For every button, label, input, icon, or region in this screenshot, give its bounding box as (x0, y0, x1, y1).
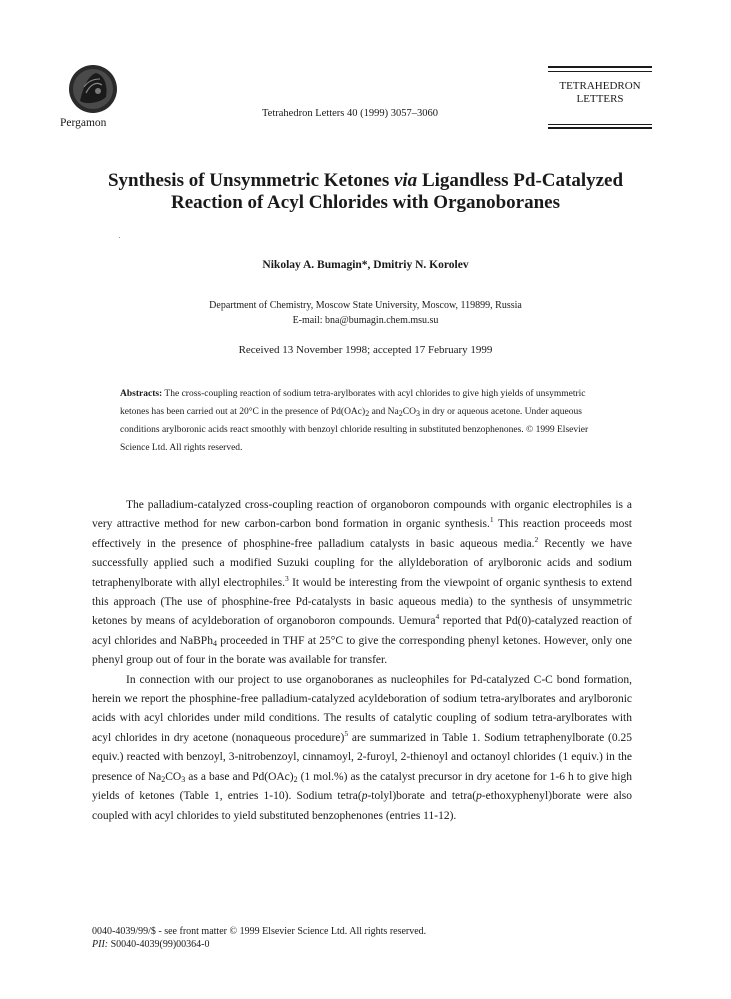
text: (1 mol.%) as the catalyst precursor in dry acetone for 1-6 h to give high yields of ketones (Table 1, entries 1-10). Sodium tetra( (92, 770, 632, 803)
masthead-line2: LETTERS (576, 93, 624, 105)
abstract (120, 385, 612, 457)
text: are summarized in Table 1. Sodium tetraphenylborate (0.25 equiv.) reacted with benzoyl, 3-nitrobenzoyl, cinnamoyl, 2-furoyl, 2-thienoyl and octanoyl chlorides (1 equiv.) in the presence of Na (92, 731, 632, 783)
abstract-label: Abstracts: (120, 389, 163, 399)
title-via: via (393, 170, 418, 191)
pii-value: S0040-4039(99)00364-0 (108, 938, 210, 950)
masthead-rule-bottom-thin (548, 124, 652, 125)
text: This reaction proceeds most effectively in the presence of phosphine-free palladium catalysts in basic aqueous media. (92, 518, 632, 550)
italic-text: p (476, 790, 482, 803)
text: -ethoxyphenyl)borate were also coupled with acyl chlorides to yield substituted benzophenones (entries 11-12). (92, 790, 632, 822)
publisher-logo (66, 63, 120, 115)
text: as a base and Pd(OAc) (185, 770, 294, 783)
subscript: 4 (212, 638, 217, 648)
copyright-line: 0040-4039/99/$ - see front matter © 1999 Elsevier Science Ltd. All rights reserved. (92, 926, 427, 937)
body-text (92, 496, 632, 826)
subscript: 3 (181, 774, 186, 784)
subscript: 2 (365, 409, 370, 418)
masthead-rule-top-thin (548, 71, 652, 72)
journal-reference: Tetrahedron Letters 40 (1999) 3057–3060 (262, 108, 438, 119)
affiliation: Department of Chemistry, Moscow State University, Moscow, 119899, Russia (209, 300, 522, 311)
email: E-mail: bna@bumagin.chem.msu.su (292, 315, 439, 326)
title-text: Synthesis of Unsymmetric Ketones (107, 170, 394, 191)
paragraph-1 (92, 496, 632, 671)
publisher-name: Pergamon (60, 117, 107, 129)
text: proceeded in THF at 25°C to give the corresponding phenyl ketones. However, only one phenyl group out of four in the borate was available for transfer. (92, 634, 632, 667)
masthead-line1: TETRAHEDRON (559, 80, 641, 92)
italic-text: p (361, 790, 368, 803)
abstract-text: CO (402, 407, 416, 417)
pii-label: PII: (92, 938, 109, 950)
text: It would be interesting from the viewpoint of organic synthesis to extend this approach (The use of phosphine-free Pd-catalysts in basic aqueous media) to the synthesis of unsymmetric ketones by means of acyldeboration of organoboron compounds. Uemura (92, 576, 632, 628)
citation: 1 (489, 515, 494, 525)
text: Recently we have successfully applied such a modified Suzuki coupling for the allyldeboration of arylboronic acids and sodium tetraphenylborate with allyl electrophiles. (92, 537, 632, 589)
citation: 3 (285, 573, 289, 583)
text: The palladium-catalyzed cross-coupling reaction of organoboron compounds with organic electrophiles is a very attractive method for new carbon-carbon bond formation in organic synthesis. (92, 499, 632, 531)
pii-line (92, 939, 426, 952)
subscript: 3 (415, 409, 420, 418)
masthead-rule-top (548, 66, 652, 68)
footer (92, 926, 426, 951)
subscript: 2 (161, 774, 166, 784)
paragraph-2 (92, 671, 632, 826)
authors: Nikolay A. Bumagin*, Dmitriy N. Korolev (262, 259, 469, 271)
journal-masthead (548, 80, 652, 106)
received-dates: Received 13 November 1998; accepted 17 February 1999 (238, 344, 493, 356)
abstract-text: and Na (369, 407, 399, 417)
citation: 5 (344, 729, 349, 739)
masthead-rule-bottom (548, 127, 652, 129)
stray-mark (119, 237, 120, 238)
subscript: 2 (398, 409, 403, 418)
article-title (60, 170, 671, 214)
affiliation-block (0, 298, 731, 328)
citation: 4 (435, 612, 440, 622)
citation: 2 (534, 534, 539, 544)
abstract-text: in dry or aqueous acetone. Under aqueous conditions arylboronic acids react smoothly with benzoyl chloride resulting in substituted benzophenones. © 1999 Elsevier Science Ltd. All rights reserved. (120, 407, 589, 453)
title-line2: Reaction of Acyl Chlorides with Organoboranes (171, 192, 560, 213)
subscript: 2 (293, 774, 298, 784)
text: reported that Pd(0)-catalyzed reaction of acyl chlorides and NaBPh (92, 615, 632, 647)
text: CO (165, 770, 182, 783)
text: In connection with our project to use organoboranes as nucleophiles for Pd-catalyzed C-C bond formation, herein we report the phosphine-free palladium-catalyzed acyldeboration of sodium tetra-arylborates and arylboronic acids with acyl chlorides under mild conditions. The results of catalytic coupling of sodium tetra-arylborates with acyl chlorides in dry acetone (nonaqueous procedure) (92, 673, 632, 744)
abstract-text: The cross-coupling reaction of sodium tetra-arylborates with acyl chlorides to give high yields of unsymmetric ketones has been carried out at 20°C in the presence of Pd(OAc) (120, 389, 586, 417)
title-text-cont: Ligandless Pd-Catalyzed (417, 170, 624, 191)
text: -tolyl)borate and tetra( (367, 790, 477, 803)
